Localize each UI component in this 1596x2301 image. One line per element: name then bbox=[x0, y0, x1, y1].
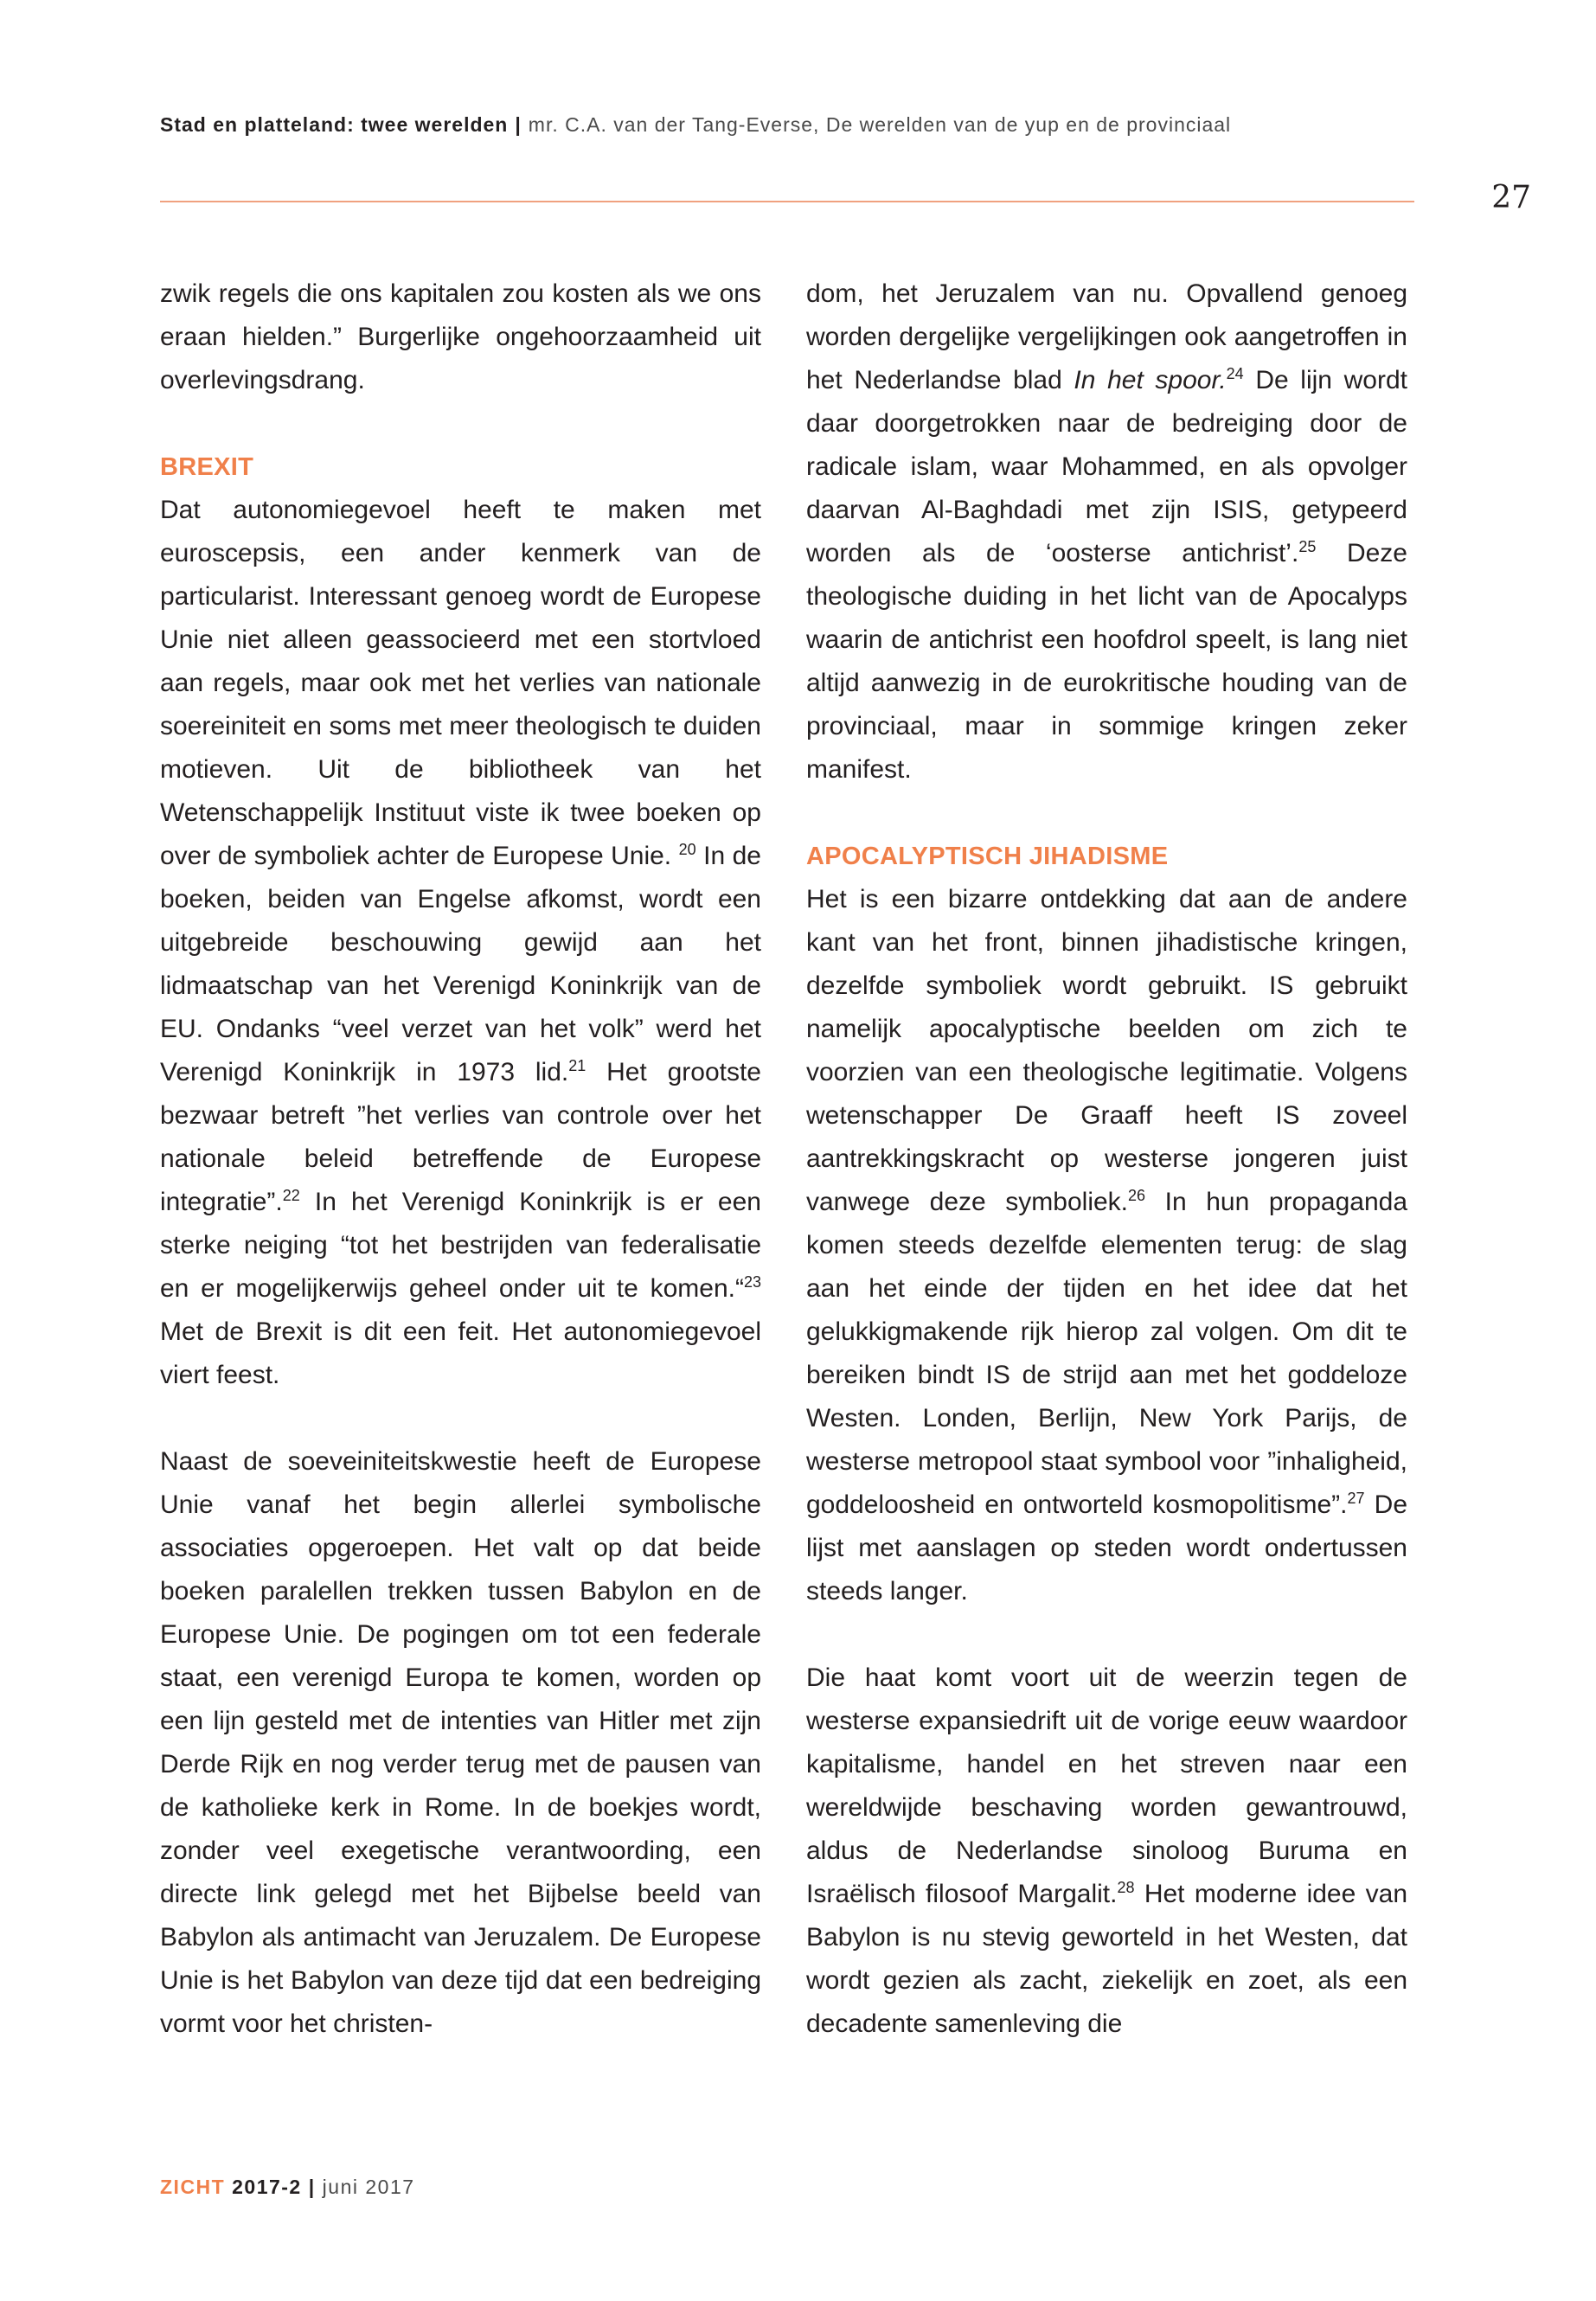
footnote-ref[interactable]: 28 bbox=[1117, 1879, 1135, 1896]
paragraph-text: Met de Brexit is dit een feit. Het autonomiegevoel viert feest. bbox=[160, 1317, 761, 1389]
footnote-ref[interactable]: 27 bbox=[1347, 1490, 1365, 1507]
header-rule bbox=[160, 201, 1414, 202]
paragraph-text: In de boeken, beiden van Engelse afkomst, wordt een uitgebreide beschouwing gewijd aan het lidmaatschap van het Verenigd Koninkrijk van de EU. Ondanks “veel verzet van het volk” werd het Verenigd Koninkrijk in 1973 lid. bbox=[160, 842, 761, 1086]
footnote-ref[interactable]: 26 bbox=[1128, 1187, 1146, 1204]
paragraph bbox=[806, 1657, 1407, 2046]
paragraph-text: Deze theologische duiding in het licht van de Apocalyps waarin de antichrist een hoofdrol speelt, is lang niet altijd aanwezig in de eurokritische houding van de provinciaal, maar in sommige kringen zeker manifest. bbox=[806, 539, 1407, 784]
paragraph bbox=[806, 878, 1407, 1613]
footnote-ref[interactable]: 23 bbox=[743, 1273, 761, 1291]
paragraph-text: dom, het Jeruzalem van nu. Opvallend genoeg worden dergelijke vergelijkingen ook aangetroffen in het Nederlandse blad bbox=[806, 279, 1407, 394]
publication-title: In het spoor. bbox=[1074, 366, 1227, 394]
paragraph-text: Dat autonomiegevoel heeft te maken met euroscepsis, een ander kenmerk van de particularist. Interessant genoeg wordt de Europese Unie niet alleen geassocieerd met een stortvloed aan regels, maar ook met het verlies van nationale soereiniteit en soms met meer theologisch te duiden motieven. Uit de bibliotheek van het Wetenschappelijk Instituut viste ik twee boeken op over de symboliek achter de Europese Unie. bbox=[160, 496, 761, 870]
paragraph bbox=[806, 272, 1407, 792]
footer-separator: | bbox=[308, 2176, 316, 2198]
page-number: 27 bbox=[1491, 180, 1531, 215]
running-header bbox=[160, 113, 1414, 137]
footnote-ref[interactable]: 20 bbox=[678, 841, 696, 858]
paragraph-text: De lijn wordt daar doorgetrokken naar de bedreiging door de radicale islam, waar Mohammed, en als opvolger daarvan Al-Baghdadi met zijn ISIS, getypeerd worden als de ‘oosterse antichrist’. bbox=[806, 366, 1407, 567]
footnote-ref[interactable]: 21 bbox=[568, 1057, 586, 1074]
header-series-title: Stad en platteland: twee werelden bbox=[160, 113, 509, 136]
footer-date: juni 2017 bbox=[322, 2176, 415, 2198]
footer-magazine-name: ZICHT bbox=[160, 2176, 226, 2198]
paragraph: Naast de soeveiniteitskwestie heeft de Europese Unie vanaf het begin allerlei symbolische associaties opgeroepen. Het valt op dat beide boeken paralellen trekken tussen Babylon en de Europese Unie. De pogingen om tot een federale staat, een verenigd Europa te komen, worden op een lijn gesteld met de intenties van Hitler met zijn Derde Rijk en nog verder terug met de pausen van de katholieke kerk in Rome. In de boekjes wordt, zonder veel exegetische verantwoording, een directe link gelegd met het Bijbelse beeld van Babylon als antimacht van Jeruzalem. De Europese Unie is het Babylon van deze tijd dat een bedreiging vormt voor het christen- bbox=[160, 1447, 761, 2038]
footnote-ref[interactable]: 22 bbox=[282, 1187, 300, 1204]
paragraph-text: Die haat komt voort uit de weerzin tegen de westerse expansiedrift uit de vorige eeuw waardoor kapitalisme, handel en het streven naar een wereldwijde beschaving worden gewantrouwd, aldus de Nederlandse sinoloog Buruma en Israëlisch filosoof Margalit. bbox=[806, 1663, 1407, 1908]
paragraph-text: In hun propaganda komen steeds dezelfde elementen terug: de slag aan het einde der tijden en het idee dat het gelukkigmakende rijk hierop zal volgen. Om dit te bereiken bindt IS de strijd aan met het goddeloze Westen. Londen, Berlijn, New York Parijs, de westerse metropool staat symbool voor ”inhaligheid, goddeloosheid en ontworteld kosmopolitisme”. bbox=[806, 1188, 1407, 1519]
header-article-title: mr. C.A. van der Tang-Everse, De werelden van de yup en de provinciaal bbox=[528, 113, 1232, 136]
section-heading-jihadism: APOCALYPTISCH JIHADISME bbox=[806, 843, 1169, 870]
page-footer bbox=[160, 2176, 415, 2199]
footnote-ref[interactable]: 24 bbox=[1226, 365, 1244, 382]
right-column bbox=[806, 272, 1407, 2046]
paragraph-text: In het Verenigd Koninkrijk is er een sterke neiging “tot het bestrijden van federalisatie en er mogelijkerwijs geheel onder uit te komen.“ bbox=[160, 1188, 761, 1303]
paragraph-text: Het grootste bezwaar betreft ”het verlies van controle over het nationale beleid betreffende de Europese integratie”. bbox=[160, 1058, 761, 1216]
left-column bbox=[160, 272, 761, 2046]
footnote-ref[interactable]: 25 bbox=[1298, 538, 1317, 555]
paragraph bbox=[160, 489, 761, 1397]
paragraph-text: Het moderne idee van Babylon is nu stevig geworteld in het Westen, dat wordt gezien als zacht, ziekelijk en zoet, als een decadente samenleving die bbox=[806, 1880, 1408, 2038]
header-separator: | bbox=[515, 113, 522, 136]
paragraph-text: Het is een bizarre ontdekking dat aan de andere kant van het front, binnen jihadistische kringen, dezelfde symboliek wordt gebruikt. IS gebruikt namelijk apocalyptische beelden om zich te voorzien van een theologische legitimatie. Volgens wetenschapper De Graaff heeft IS zoveel aantrekkingskracht op westerse jongeren juist vanwege deze symboliek. bbox=[806, 885, 1407, 1216]
paragraph: zwik regels die ons kapitalen zou kosten als we ons eraan hielden.” Burgerlijke ongehoorzaamheid uit overlevingsdrang. bbox=[160, 279, 761, 394]
footer-issue: 2017-2 bbox=[232, 2176, 302, 2198]
section-heading-brexit: BREXIT bbox=[160, 453, 254, 481]
paragraph-text: De lijst met aanslagen op steden wordt ondertussen steeds langer. bbox=[806, 1490, 1407, 1606]
